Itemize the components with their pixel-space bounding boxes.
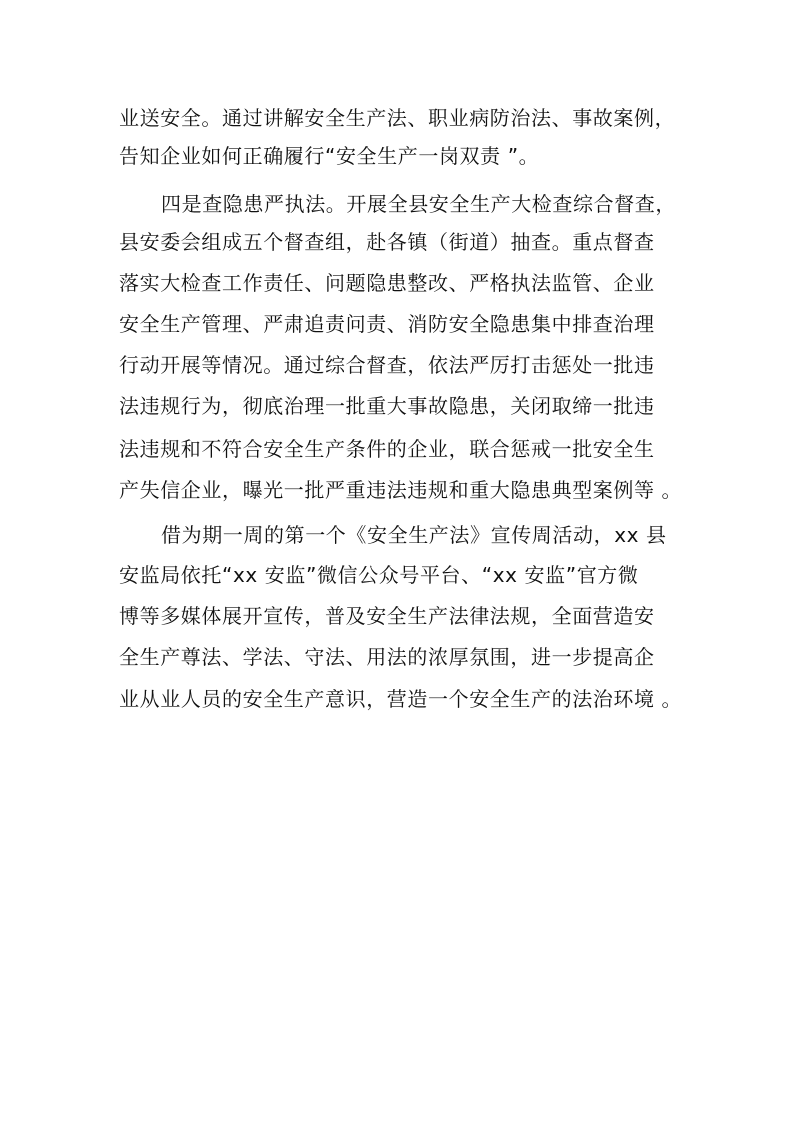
text-line: 告知企业如何正确履行“安全生产一岗双责 ”。 (119, 144, 540, 168)
text-line: 县安委会组成五个督查组，赴各镇（街道）抽查。重点督查 (119, 230, 655, 254)
paragraph-start-line: 借为期一周的第一个《安全生产法》宣传周活动，xx 县 (161, 523, 667, 547)
text-line: 安全生产管理、严肃追责问责、消防安全隐患集中排查治理 (119, 312, 655, 336)
text-line: 业送安全。通过讲解安全生产法、职业病防治法、事故案例， (119, 106, 676, 130)
text-line: 法违规和不符合安全生产条件的企业，联合惩戒一批安全生 (119, 437, 655, 461)
text-line: 安监局依托“xx 安监”微信公众号平台、“xx 安监”官方微 (119, 563, 639, 587)
text-line: 落实大检查工作责任、问题隐患整改、严格执法监管、企业 (119, 271, 655, 295)
text-line: 全生产尊法、学法、守法、用法的浓厚氛围，进一步提高企 (119, 645, 655, 669)
text-line: 博等多媒体展开宣传，普及安全生产法律法规，全面营造安 (119, 604, 655, 628)
text-line: 产失信企业，曝光一批严重违法违规和重大隐患典型案例等 。 (119, 478, 683, 502)
text-line: 法违规行为，彻底治理一批重大事故隐患，关闭取缔一批违 (119, 394, 655, 418)
paragraph-start-line: 四是查隐患严执法。开展全县安全生产大检查综合督查， (161, 192, 676, 216)
text-line: 业从业人员的安全生产意识，营造一个安全生产的法治环境 。 (119, 687, 683, 711)
text-line: 行动开展等情况。通过综合督查，依法严厉打击惩处一批违 (119, 353, 655, 377)
